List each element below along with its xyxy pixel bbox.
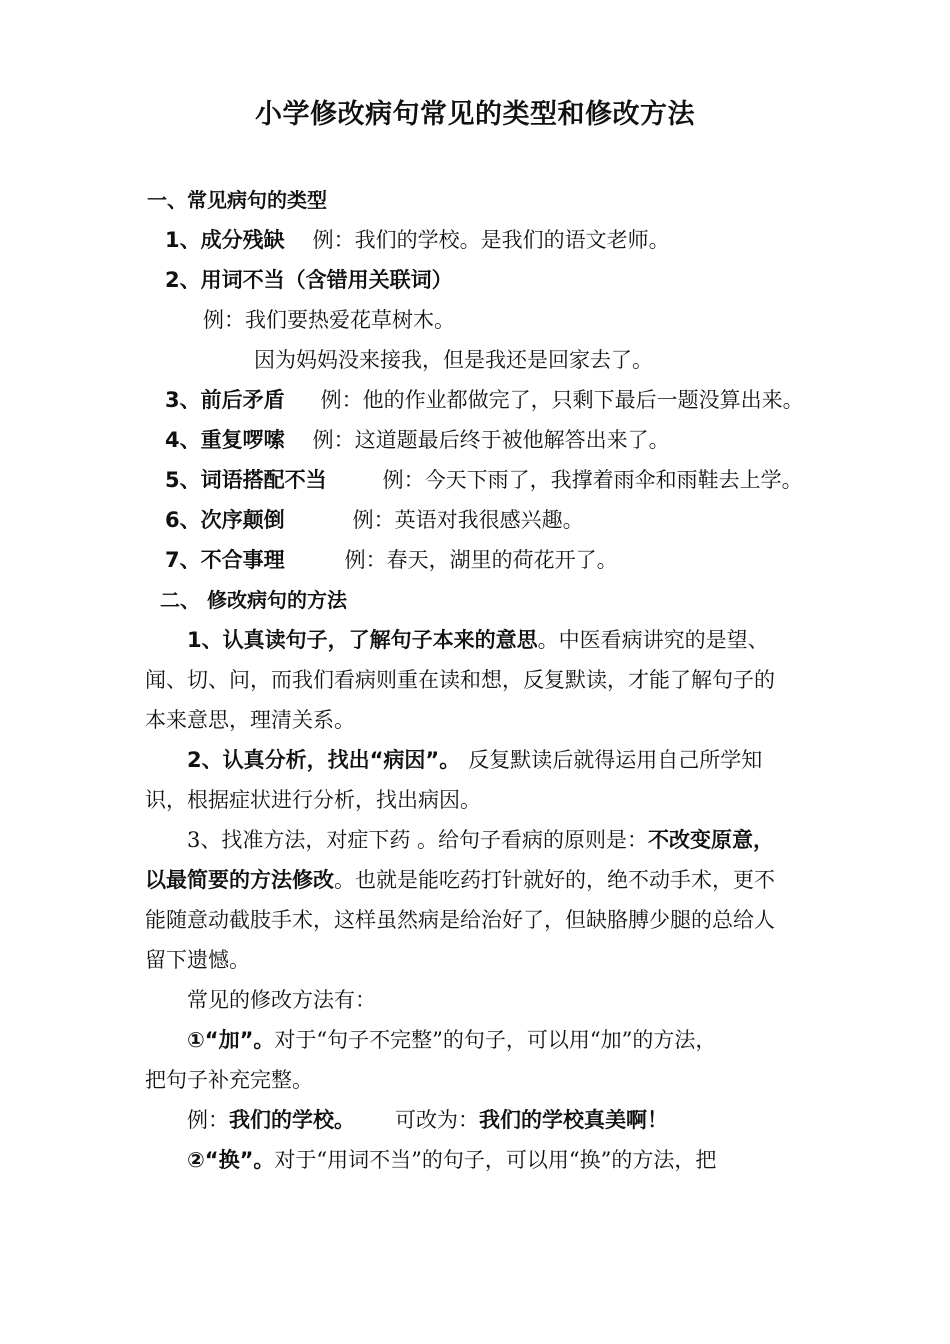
p1-line1: 。中医看病讲究的是望、: [537, 628, 769, 652]
p1-line3: 本来意思，理清关系。: [145, 708, 355, 732]
p1-line2: 闻、切、问，而我们看病则重在读和想，反复默读，才能了解句子的: [145, 668, 775, 692]
p1-bold: 1、认真读句子，了解句子本来的意思: [187, 628, 538, 652]
p3-bold2: 以最简要的方法修改: [145, 868, 334, 892]
m1-example-bold2: 我们的学校真美啊！: [479, 1108, 668, 1132]
type-label-5: 5、词语搭配不当: [165, 468, 327, 492]
section1-heading: 一、常见病句的类型: [147, 188, 327, 212]
type-label-6: 6、次序颠倒: [165, 508, 285, 532]
m1-example-mid: 可改为：: [395, 1108, 479, 1132]
type-example-2: 例：我们要热爱花草树木。: [203, 308, 455, 332]
method-paragraph-3: [187, 826, 774, 854]
type-example-3: 例：他的作业都做完了，只剩下最后一题没算出来。: [320, 388, 804, 412]
m1-bold: ①“加”。: [187, 1028, 275, 1052]
method-paragraph-1: [187, 626, 769, 654]
method-replace: [187, 1146, 716, 1174]
type-label-2: 2、用词不当（含错用关联词）: [165, 268, 453, 292]
p3-bold1: 不改变原意，: [648, 828, 775, 852]
method-add: [187, 1026, 716, 1054]
type-item-7: [165, 546, 618, 574]
type-example-6: 例：英语对我很感兴趣。: [352, 508, 584, 532]
type-example-7: 例：春天，湖里的荷花开了。: [344, 548, 618, 572]
type-label-3: 3、前后矛盾: [165, 388, 285, 412]
type-label-1: 1、成分残缺: [165, 228, 285, 252]
type-item-6: [165, 506, 584, 534]
type-example-4: 例：这道题最后终于被他解答出来了。: [312, 428, 670, 452]
type-item-1: [165, 226, 670, 254]
m1-example-prefix: 例：: [187, 1108, 229, 1132]
common-methods-intro: 常见的修改方法有：: [187, 988, 376, 1012]
type-label-7: 7、不合事理: [165, 548, 285, 572]
page-title: 小学修改病句常见的类型和修改方法: [255, 99, 695, 130]
type-label-4: 4、重复啰嗦: [165, 428, 285, 452]
type-example-2b: 因为妈妈没来接我，但是我还是回家去了。: [254, 348, 653, 372]
p3-line3: 能随意动截肢手术，这样虽然病是给治好了，但缺胳膊少腿的总给人: [145, 908, 775, 932]
type-item-5: [165, 466, 803, 494]
p2-line1: 反复默读后就得运用自己所学知: [468, 748, 763, 772]
p3-line2: 。也就是能吃药打针就好的，绝不动手术，更不: [334, 868, 775, 892]
p3-line2-row: [145, 866, 775, 894]
type-item-2: [165, 266, 453, 294]
type-item-4: [165, 426, 670, 454]
method-paragraph-2: [187, 746, 762, 774]
section2-heading: 二、 修改病句的方法: [160, 588, 347, 612]
method-add-example: [187, 1106, 668, 1134]
m2-bold: ②“换”。: [187, 1148, 275, 1172]
type-example-1: 例：我们的学校。是我们的语文老师。: [312, 228, 670, 252]
p3-line1: 3、找准方法，对症下药 。给句子看病的原则是：: [187, 828, 649, 852]
p3-line4: 留下遗憾。: [145, 948, 250, 972]
m2-line1: 对于“用词不当”的句子，可以用“换”的方法，把: [274, 1148, 717, 1172]
type-example-5: 例：今天下雨了，我撑着雨伞和雨鞋去上学。: [382, 468, 803, 492]
p2-bold: 2、认真分析，找出“病因”。: [187, 748, 461, 772]
m1-line2: 把句子补充完整。: [145, 1068, 313, 1092]
m1-example-bold1: 我们的学校。: [229, 1108, 355, 1132]
m1-line1: 对于“句子不完整”的句子，可以用“加”的方法，: [274, 1028, 717, 1052]
type-item-3: [165, 386, 804, 414]
p2-line2: 识，根据症状进行分析，找出病因。: [145, 788, 481, 812]
